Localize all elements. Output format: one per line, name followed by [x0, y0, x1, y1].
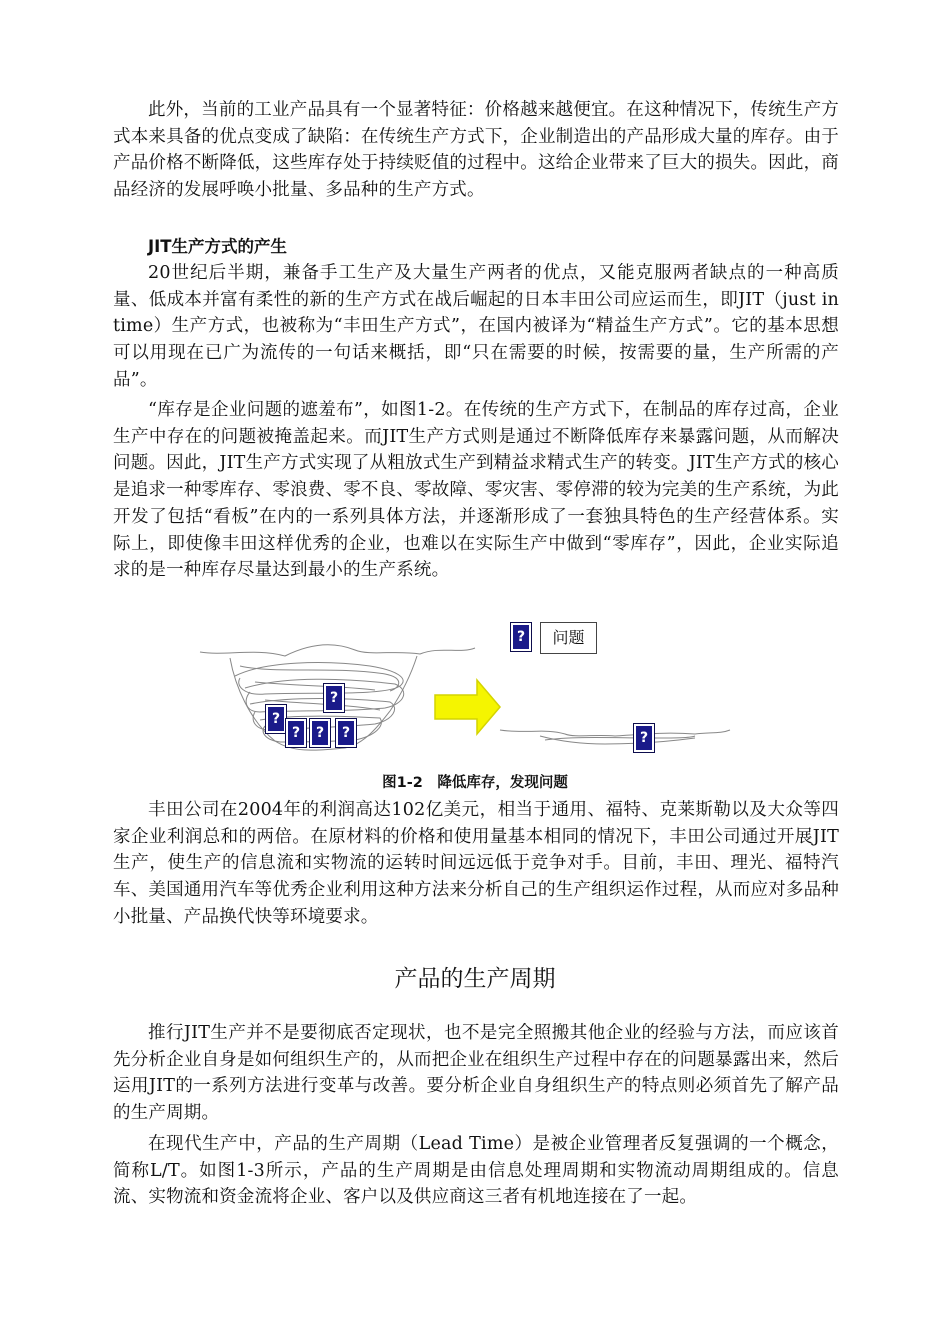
problem-box-icon: ?	[309, 718, 331, 748]
problem-box-icon: ?	[265, 704, 287, 734]
legend-problem-label: 问题	[540, 622, 597, 654]
paragraph-toyota-profit: 丰田公司在2004年的利润高达102亿美元，相当于通用、福特、克莱斯勒以及大众等四家企业利润总和的两倍。在原材料的价格和使用量基本相同的情况下，丰田公司通过开展JIT生产，使生产的信息流和实物流的运转时间远远低于竞争对手。目前，丰田、理光、福特汽车、美国通用汽车等优秀企业利用这种方法来分析自己的生产组织运作过程，从而应对多品种小批量、产品换代快等环境要求。	[113, 800, 839, 927]
problem-box-icon: ?	[285, 718, 307, 748]
paragraph-inventory: “库存是企业问题的遮羞布”，如图1-2。在传统的生产方式下，在制品的库存过高，企业生产中存在的问题被掩盖起来。而JIT生产方式则是通过不断降低库存来暴露问题，从而解决问题。因此，JIT生产方式实现了从粗放式生产到精益求精式生产的转变。JIT生产方式的核心是追求一种零库存、零浪费、零不良、零故障、零灾害、零停滞的较为完美的生产系统，为此开发了包括“看板”在内的一系列具体方法，并逐渐形成了一套独具特色的生产经营体系。实际上，即使像丰田这样优秀的企业，也难以在实际生产中做到“零库存”，因此，企业实际追求的是一种库存尽量达到最小的生产系统。	[113, 400, 839, 581]
arrow-right-icon	[435, 680, 500, 734]
paragraph-jit-origin: 20世纪后半期，兼备手工生产及大量生产两者的优点，又能克服两者缺点的一种高质量、低成本并富有柔性的新的生产方式在战后崛起的日本丰田公司应运而生，即JIT（just in time）生产方式，也被称为“丰田生产方式”，在国内被译为“精益生产方式”。它的基本思想可以用现在已广为流传的一句话来概括，即“只在需要的时候，按需要的量，生产所需的产品”。	[113, 263, 839, 390]
subheading-jit-origin: JIT生产方式的产生	[148, 237, 288, 256]
figure-caption: 图1-2 降低库存，发现问题	[382, 775, 568, 791]
problem-box-icon: ?	[323, 683, 345, 713]
paragraph-price-decline: 此外，当前的工业产品具有一个显著特征：价格越来越便宜。在这种情况下，传统生产方式本来具备的优点变成了缺陷：在传统生产方式下，企业制造出的产品形成大量的库存。由于产品价格不断降低，这些库存处于持续贬值的过程中。这给企业带来了巨大的损失。因此，商品经济的发展呼唤小批量、多品种的生产方式。	[113, 100, 839, 201]
figure-reduce-inventory	[195, 616, 735, 766]
section-title: 产品的生产周期	[394, 966, 556, 992]
paragraph-analyze-production: 推行JIT生产并不是要彻底否定现状，也不是完全照搬其他企业的经验与方法，而应该首先分析企业自身是如何组织生产的，从而把企业在组织生产过程中存在的问题暴露出来，然后运用JIT的一系列方法进行变革与改善。要分析企业自身组织生产的特点则必须首先了解产品的生产周期。	[113, 1023, 839, 1124]
problem-box-icon: ?	[633, 723, 655, 753]
legend-problem-box-icon: ?	[510, 622, 532, 652]
water-basin-low-inventory	[500, 730, 730, 744]
paragraph-lead-time: 在现代生产中，产品的生产周期（Lead Time）是被企业管理者反复强调的一个概念，简称L/T。如图1-3所示，产品的生产周期是由信息处理周期和实物流动周期组成的。信息流、实物流和资金流将企业、客户以及供应商这三者有机地连接在了一起。	[113, 1134, 839, 1208]
problem-box-icon: ?	[335, 718, 357, 748]
